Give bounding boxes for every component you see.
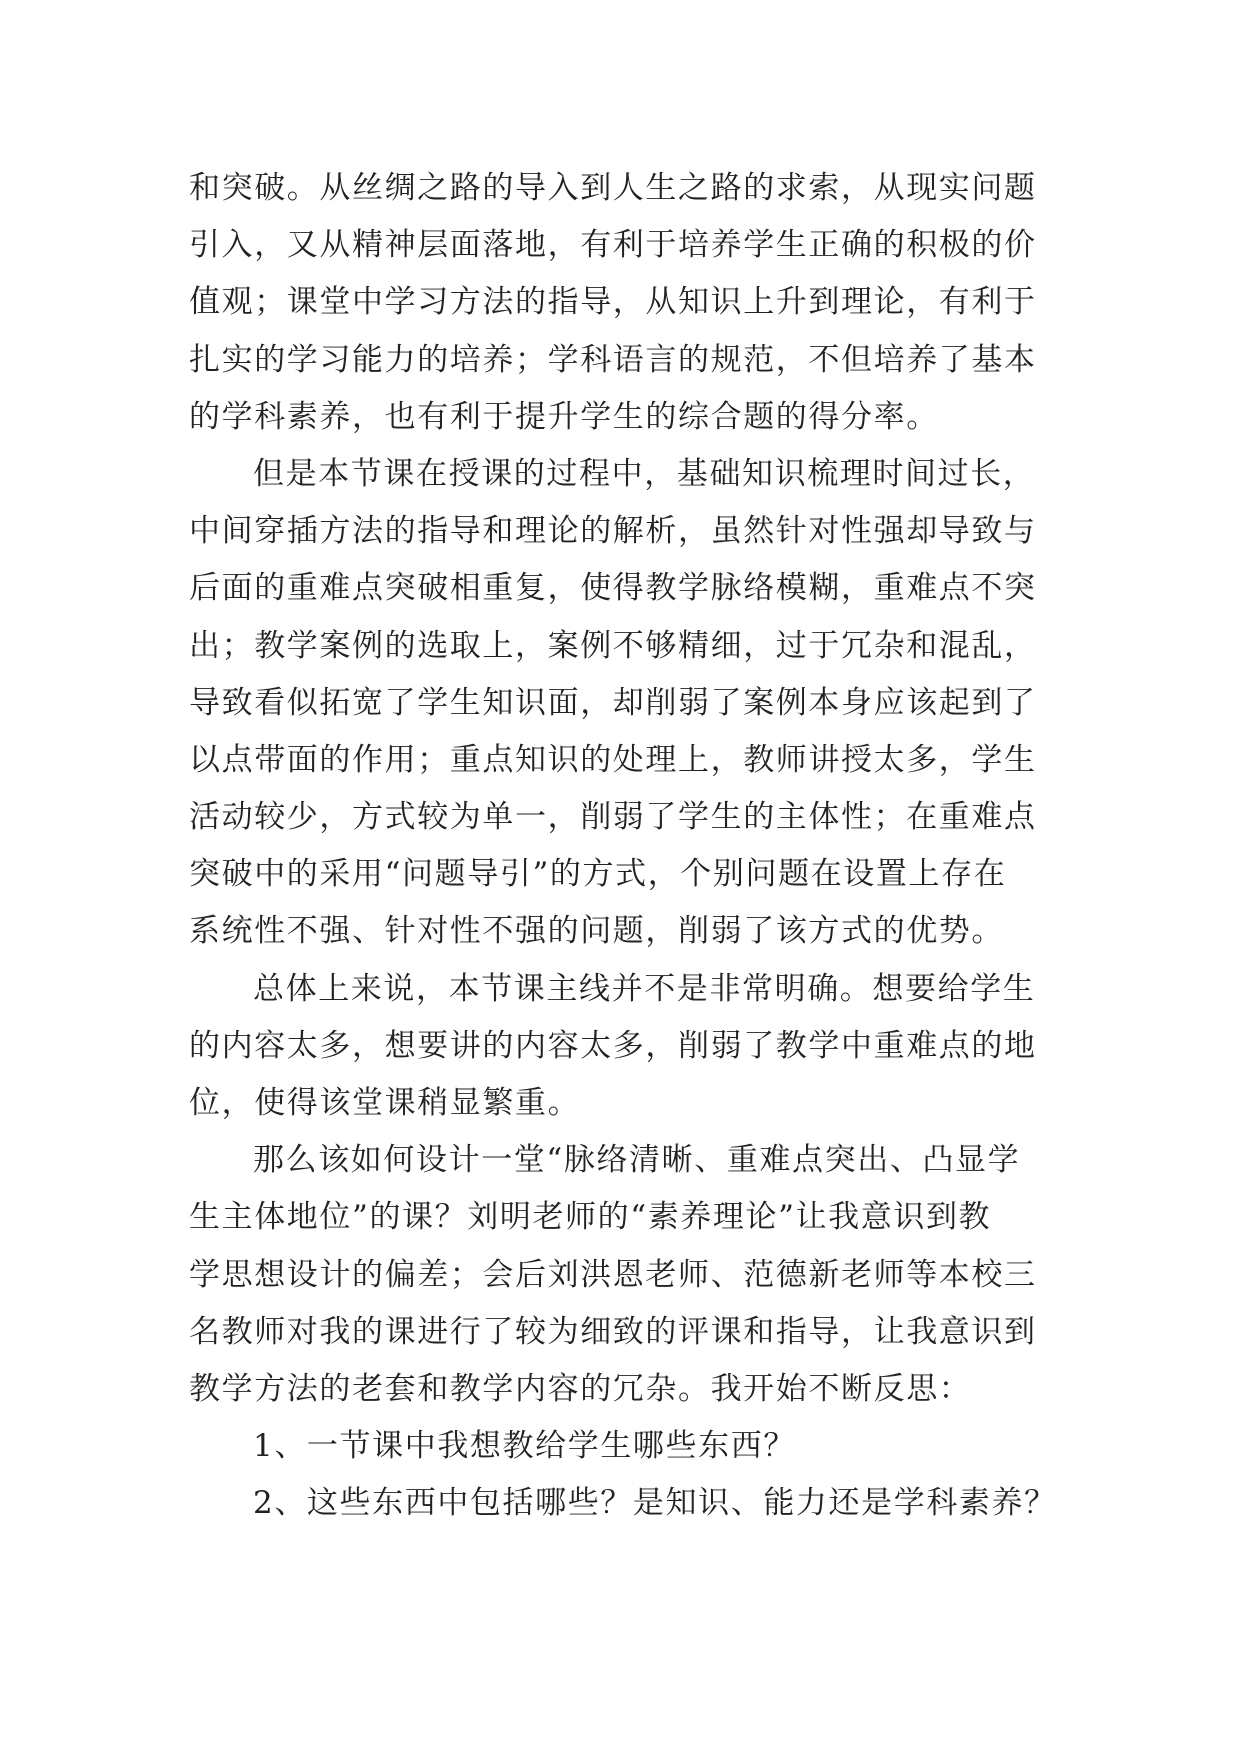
text-line: 学思想设计的偏差；会后刘洪恩老师、范德新老师等本校三 [189,1256,1037,1293]
text-line: 后面的重难点突破相重复，使得教学脉络模糊，重难点不突 [189,570,1037,607]
text-line: 的内容太多，想要讲的内容太多，削弱了教学中重难点的地 [189,1027,1037,1064]
text-line: 以点带面的作用；重点知识的处理上，教师讲授太多，学生 [189,741,1037,778]
text-line: 导致看似拓宽了学生知识面，却削弱了案例本身应该起到了 [189,684,1037,721]
text-line: 和突破。从丝绸之路的导入到人生之路的求索，从现实问题 [189,170,1037,206]
text-line: 扎实的学习能力的培养；学科语言的规范，不但培养了基本 [189,341,1037,378]
text-line: 出；教学案例的选取上，案例不够精细，过于冗杂和混乱， [189,627,1037,664]
text-line: 生主体地位”的课？刘明老师的“素养理论”让我意识到教 [189,1199,992,1236]
text-line: 中间穿插方法的指导和理论的解析，虽然针对性强却导致与 [189,513,1037,550]
paragraph-4 [189,1132,1069,1418]
text-line: 那么该如何设计一堂“脉络清晰、重难点突出、凸显学 [253,1142,1021,1179]
text-line: 总体上来说，本节课主线并不是非常明确。想要给学生 [253,970,1036,1007]
text-line: 的学科素养，也有利于提升学生的综合题的得分率。 [189,398,939,435]
text-line: 活动较少，方式较为单一，削弱了学生的主体性；在重难点 [189,799,1037,836]
text-line: 但是本节课在授课的过程中，基础知识梳理时间过长， [253,455,1036,492]
text-line: 引入，又从精神层面落地，有利于培养学生正确的积极的价 [189,227,1037,264]
paragraph-3 [189,961,1069,1133]
document-body [189,160,1069,1533]
text-line: 系统性不强、针对性不强的问题，削弱了该方式的优势。 [189,913,1004,950]
paragraph-1 [189,160,1069,446]
text-line: 突破中的采用“问题导引”的方式，个别问题在设置上存在 [189,856,1007,893]
text-line: 名教师对我的课进行了较为细致的评课和指导，让我意识到 [189,1313,1037,1350]
list-item-2: 2、这些东西中包括哪些？是知识、能力还是学科素养？ [253,1485,1057,1522]
text-line: 教学方法的老套和教学内容的冗杂。我开始不断反思： [189,1370,972,1407]
list-item-1: 1、一节课中我想教给学生哪些东西？ [253,1428,796,1465]
text-line: 位，使得该堂课稍显繁重。 [189,1085,581,1121]
text-line: 值观；课堂中学习方法的指导，从知识上升到理论，有利于 [189,284,1037,321]
paragraph-2 [189,446,1069,961]
